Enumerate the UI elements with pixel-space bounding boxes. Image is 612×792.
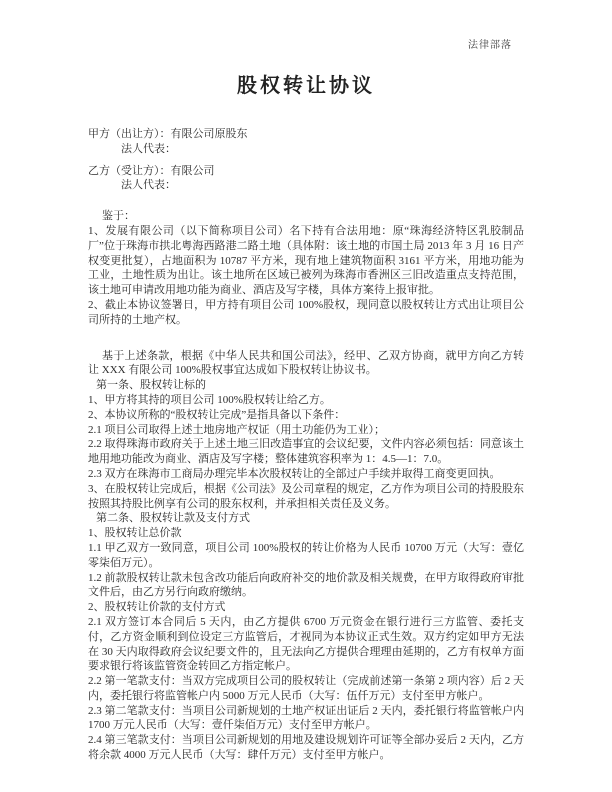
- paragraph-clause: 2、本协议所称的“股权转让完成”是指具备以下条件：: [88, 408, 346, 421]
- paragraph-recitals-label: 鉴于：: [102, 210, 135, 223]
- paragraph-preamble: 基于上述条款，根据《中华人民共和国公司法》，经甲、乙双方协商，就甲方向乙方转让 XXX 有限公司 100%股权事宜达成如下股权转让协议书。: [88, 349, 524, 377]
- paragraph-clause: 1、发展有限公司（以下简称项目公司）名下持有合法用地：原“珠海经济特区乳胶制品厂”位于珠海市拱北粤海西路港二路土地（具体附：该土地的市国土局 2013 年 3 月 16 日产权变更批复），占地面积为 10787 平方米，现有地上建筑物面积 3161 平方米，用地功能为工业，土地性质为出让。该土地所在区域已被列为珠海市香洲区三旧改造重点支持范围，该土地可申请改用地功能为商业、酒店及写字楼，具体方案待上报审批。: [88, 224, 524, 297]
- paragraph-clause: 3、在股权转让完成后，根据《公司法》及公司章程的规定，乙方作为项目公司的持股股东按照其持股比例享有公司的股东权利，并承担相关责任及义务。: [88, 482, 524, 510]
- paragraph-clause: 1、股权转让总价款: [88, 527, 182, 540]
- paragraph-party: 甲方（出让方）：有限公司原股东: [88, 128, 248, 140]
- paragraph-clause: 1、甲方将其持的项目公司 100%股权转让给乙方。: [88, 393, 331, 406]
- paragraph-clause: 2.2 第一笔款支付：当双方完成项目公司的股权转让（完成前述第一条第 2 项内容）后 2 天内，委托银行将监管帐户内 5000 万元人民币（大写：伍仟万元）支付至甲方帐户。: [88, 675, 524, 702]
- paragraph-clause: 2.3 第二笔款支付：当项目公司新规划的土地产权证出证后 2 天内，委托银行将监管帐户内 1700 万元人民币（大写：壹仟柒佰万元）支付至甲方帐户。: [88, 704, 524, 732]
- paragraph-section-heading: 第二条、股权转让款及支付方式: [96, 512, 250, 525]
- paragraph-clause: 2.3 双方在珠海市工商局办理完毕本次股权转让的全部过户手续并取得工商变更回执。: [88, 467, 501, 480]
- paragraph-legal-rep: 法人代表：: [121, 179, 176, 192]
- paragraph-section-heading: 第一条、股权转让标的: [96, 379, 206, 392]
- paragraph-legal-rep: 法人代表：: [121, 142, 176, 155]
- document-title: 股权转让协议: [237, 75, 375, 97]
- paragraph-clause: 2.1 双方签订本合同后 5 天内，由乙方提供 6700 万元资金在银行进行三方监管、委托支付，乙方资金顺利到位设定三方监管后，才视同为本协议正式生效。双方约定如甲方无法在 30 天内取得政府会议纪要文件的，且无法向乙方提供合理理由延期的，乙方有权单方面要求银行将该监管资金转回乙方指定帐户。: [88, 615, 524, 673]
- paragraph-clause: 2、截止本协议签署日，甲方持有项目公司 100%股权，现同意以股权转让方式出让项目公司所持的土地产权。: [88, 298, 524, 326]
- paragraph-clause: 2、股权转让价款的支付方式: [88, 601, 226, 614]
- paragraph-clause: 2.2 取得珠海市政府关于上述土地三旧改造事宜的会议纪要，文件内容必须包括：同意该土地用地功能改为商业、酒店及写字楼；整体建筑容积率为 1：4.5—1：7.0。: [88, 438, 524, 466]
- paragraph-clause: 1.2 前款股权转让款未包含改功能后向政府补交的地价款及相关规费，在甲方取得政府审批文件后，由乙方另行向政府缴纳。: [88, 571, 524, 599]
- paragraph-clause: 2.4 第三笔款支付：当项目公司新规划的用地及建设规划许可证等全部办妥后 2 天内，乙方将余款 4000 万元人民币（大写：肆仟万元）支付至甲方帐户。: [88, 734, 524, 762]
- document-body: [88, 127, 524, 763]
- paragraph-party: 乙方（受让方）：有限公司: [88, 164, 215, 177]
- brand-watermark: 法律部落: [468, 40, 512, 51]
- paragraph-clause: 2.1 项目公司取得上述土地房地产权证（用土功能仍为工业）；: [88, 423, 385, 436]
- paragraph-clause: 1.1 甲乙双方一致同意，项目公司 100%股权的转让价格为人民币 10700 万元（大写：壹亿零柒佰万元）。: [88, 541, 524, 569]
